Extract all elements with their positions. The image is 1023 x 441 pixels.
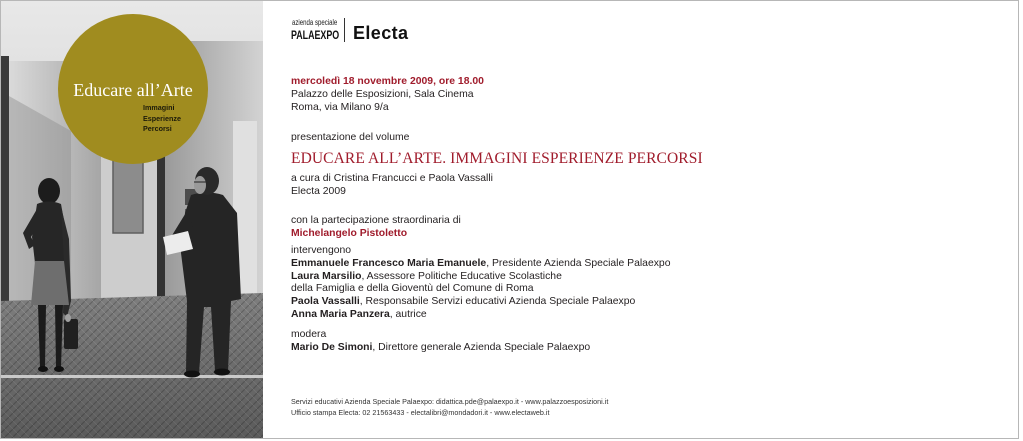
book-credits xyxy=(291,172,493,198)
event-date: mercoledì 18 novembre 2009, ore 18.00 xyxy=(291,76,484,87)
speaker-name: Paola Vassalli xyxy=(291,296,360,308)
guest-intro: con la partecipazione straordinaria di xyxy=(291,215,461,226)
cover-subtitle-line: Percorsi xyxy=(143,124,172,133)
speaker-role: , Assessore Politiche Educative Scolastiche xyxy=(361,270,562,282)
book-editors: a cura di Cristina Francucci e Paola Vassalli xyxy=(291,173,493,184)
event-venue: Palazzo delle Esposizioni, Sala Cinema xyxy=(291,89,474,100)
cover-photo xyxy=(1,1,263,438)
speaker-role: , Presidente Azienda Speciale Palaexpo xyxy=(486,257,671,269)
speaker-line xyxy=(291,271,670,284)
guest-block xyxy=(291,214,461,240)
painting xyxy=(113,153,143,233)
moderator-role: , Direttore generale Azienda Speciale Palaexpo xyxy=(372,342,591,353)
palaexpo-logo-tagline: azienda speciale xyxy=(292,18,338,27)
moderator-heading: modera xyxy=(291,329,327,340)
speaker-line xyxy=(291,309,670,322)
moderator-line xyxy=(291,341,590,354)
cover-subtitle-line: Immagini xyxy=(143,103,175,112)
speaker-line xyxy=(291,258,670,271)
speaker-name: Emmanuele Francesco Maria Emanuele xyxy=(291,257,487,269)
speakers-heading: intervengono xyxy=(291,245,352,256)
speaker-role-continued: della Famiglia e della Gioventù del Comune di Roma xyxy=(291,283,534,295)
event-address: Roma, via Milano 9/a xyxy=(291,102,389,113)
cover-subtitle-line: Esperienze xyxy=(143,113,181,123)
speaker-line xyxy=(291,296,670,309)
speaker-name: Laura Marsilio xyxy=(291,270,362,282)
event-block xyxy=(291,75,484,114)
book-title: EDUCARE ALL’ARTE. IMMAGINI ESPERIENZE PERCORSI xyxy=(291,150,703,167)
book-intro: presentazione del volume xyxy=(291,132,410,143)
speaker-role: , Responsabile Servizi educativi Azienda Speciale Palaexpo xyxy=(359,296,636,308)
book-edition: Electa 2009 xyxy=(291,186,346,197)
speaker-name: Anna Maria Panzera xyxy=(291,308,390,320)
footer-press-contacts: Ufficio stampa Electa: 02 21563433 - electalibri@mondadori.it - www.electaweb.it xyxy=(291,408,550,417)
mirror-base xyxy=(1,375,263,378)
footer-education-contacts: Servizi educativi Azienda Speciale Palaexpo: didattica.pde@palaexpo.it - www.palazzoesposizioni.it xyxy=(291,397,609,406)
palaexpo-logo: PALAEXPO xyxy=(291,28,340,42)
electa-logo: Electa xyxy=(353,23,409,43)
footer-contacts xyxy=(291,396,608,418)
speakers-block xyxy=(291,245,670,322)
cover-title: Educare all’Arte xyxy=(73,80,193,100)
moderator-block xyxy=(291,328,590,354)
logo-divider xyxy=(344,18,345,42)
moderator-name: Mario De Simoni xyxy=(291,342,373,353)
cover-subtitle xyxy=(143,103,181,135)
guest-name: Michelangelo Pistoletto xyxy=(291,228,408,239)
speaker-role: , autrice xyxy=(389,308,427,320)
